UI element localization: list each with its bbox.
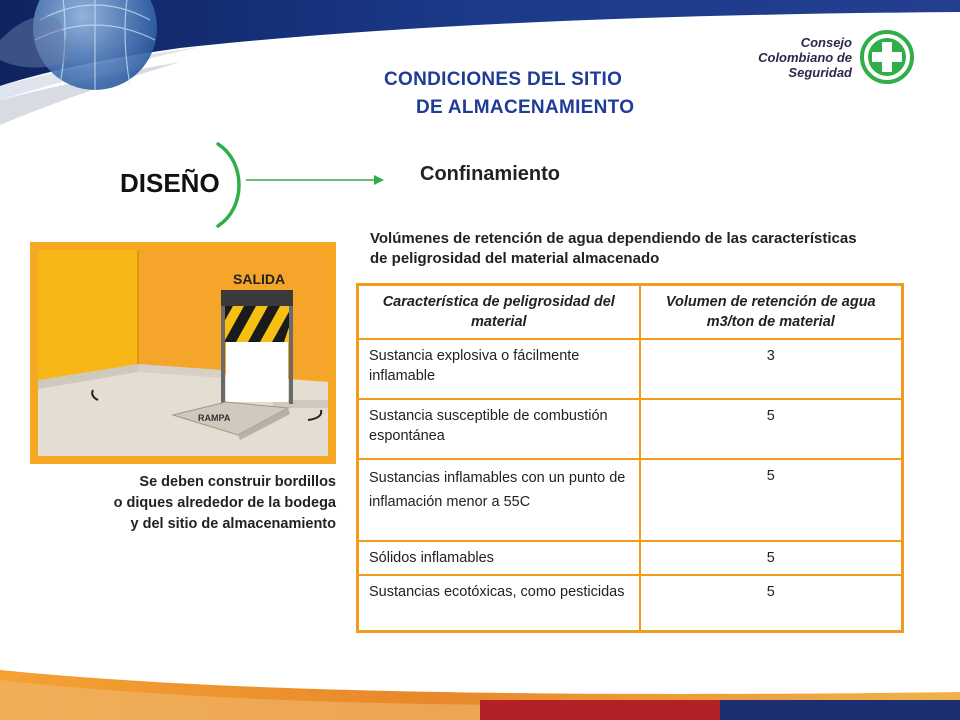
cell-volume: 5 <box>766 584 775 600</box>
hazard-stripes <box>224 306 290 342</box>
caption-line2: o diques alrededor de la bodega <box>113 495 336 511</box>
warehouse-illustration <box>30 242 336 464</box>
table-row <box>358 339 903 399</box>
arrow-right-icon <box>246 172 386 193</box>
logo-text <box>748 35 852 80</box>
cell-material: Sustancia susceptible de combustión espontánea <box>358 399 640 459</box>
logo-line3: Seguridad <box>788 65 852 80</box>
cell-material: Sustancias inflamables con un punto de inflamación menor a 55C <box>358 459 640 541</box>
cell-volume: 5 <box>640 399 903 459</box>
retention-intro: Volúmenes de retención de agua dependiendo de las características de peligrosidad del material almacenado <box>370 230 857 267</box>
rampa-label: RAMPA <box>198 413 231 423</box>
cell-volume: 5 <box>640 541 903 575</box>
caption-line3: y del sitio de almacenamiento <box>130 516 336 532</box>
bracket-shape <box>210 140 250 235</box>
green-cross-icon <box>860 30 914 89</box>
footer-banner <box>0 660 960 720</box>
table-row <box>358 541 903 575</box>
cell-material: Sólidos inflamables <box>358 541 640 575</box>
cell-volume: 3 <box>640 339 903 399</box>
confinamiento-label: Confinamiento <box>420 163 560 185</box>
logo-line2: Colombiano de <box>758 50 852 65</box>
illustration-caption <box>40 472 336 535</box>
cell-material: Sustancias ecotóxicas, como pesticidas <box>358 575 640 631</box>
cell-material: Sustancia explosiva o fácilmente inflamable <box>358 339 640 399</box>
retention-table <box>356 283 904 633</box>
page-title <box>384 66 634 122</box>
table-row <box>358 575 903 631</box>
logo-line1: Consejo <box>800 35 852 50</box>
page-title-line2: DE ALMACENAMIENTO <box>416 97 635 118</box>
table-row <box>358 399 903 459</box>
diseno-label: DISEÑO <box>120 168 220 198</box>
table-header-row <box>358 285 903 340</box>
table-row <box>358 459 903 541</box>
page-title-line1: CONDICIONES DEL SITIO <box>384 69 623 90</box>
header-volume: Volumen de retención de agua m3/ton de material <box>640 285 903 340</box>
caption-line1: Se deben construir bordillos <box>139 474 336 490</box>
cell-volume: 5 <box>640 459 903 541</box>
salida-sign: SALIDA <box>233 271 286 287</box>
header-characteristic: Característica de peligrosidad del material <box>358 285 640 340</box>
